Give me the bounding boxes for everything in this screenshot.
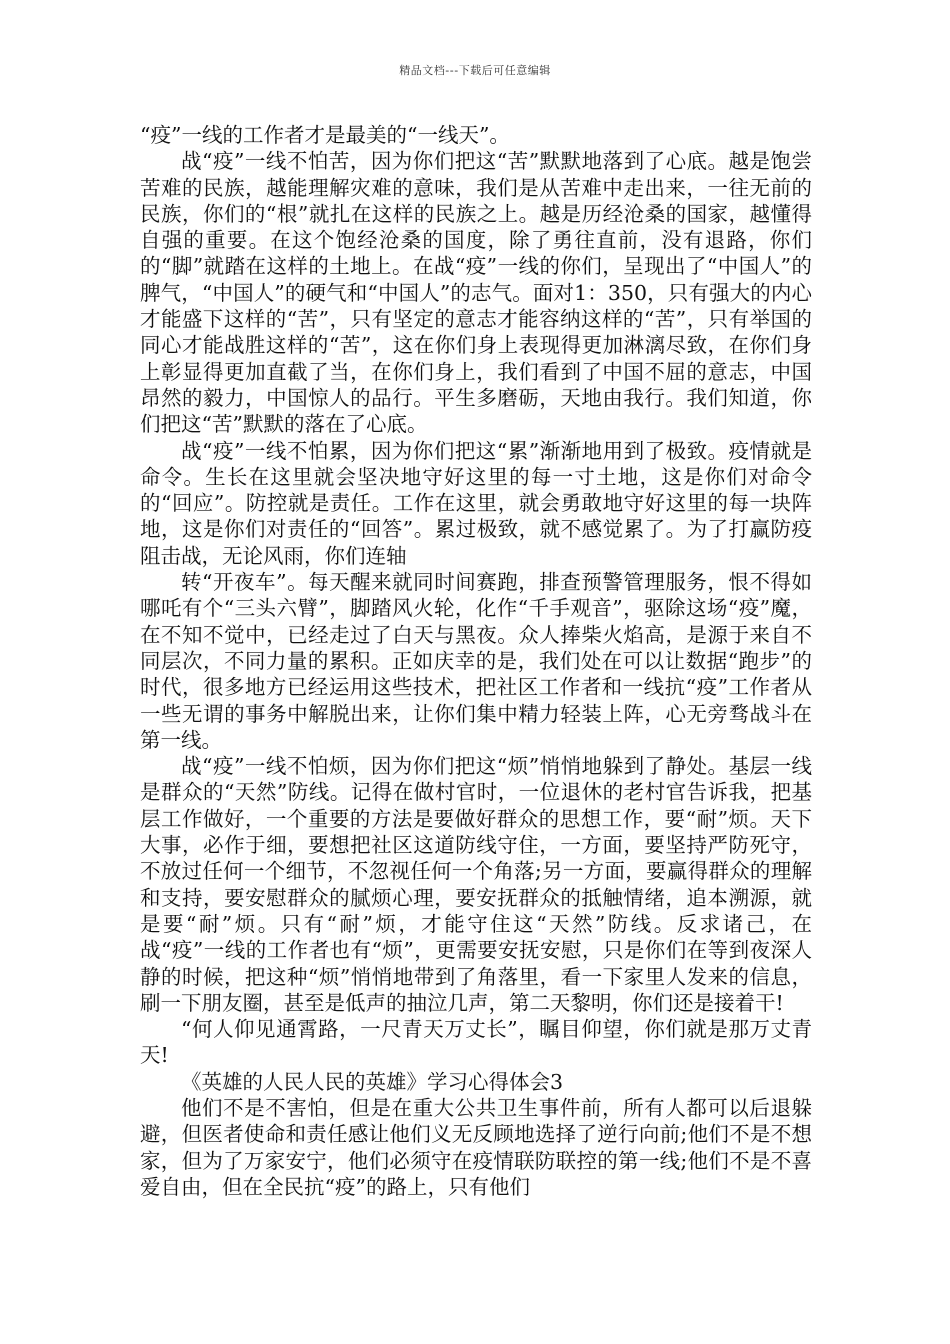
document-body (140, 122, 812, 1200)
paragraph-1: “疫”一线的工作者才是最美的“一线天”。 (140, 123, 510, 147)
paragraph-6: “何人仰见通霄路，一尺青天万丈长”，瞩目仰望，你们就是那万丈青天! (140, 1017, 812, 1068)
paragraph-5: 战“疫”一线不怕烦，因为你们把这“烦”悄悄地躲到了静处。基层一线是群众的“天然”防线。记得在做村官时，一位退休的老村官告诉我，把基层工作做好，一个重要的方法是要做好群众的思想工作，要“耐”烦。天下大事，必作于细，要想把社区这道防线守住，一方面，要坚持严防死守，不放过任何一个细节，不忽视任何一个角落;另一方面，要赢得群众的理解和支持，要安慰群众的腻烦心理，要安抚群众的抵触情绪，追本溯源，就是要“耐”烦。只有“耐”烦，才能守住这“天然”防线。反求诸己，在战“疫”一线的工作者也有“烦”，更需要安抚安慰，只是你们在等到夜深人静的时候，把这种“烦”悄悄地带到了角落里，看一下家里人发来的信息，刷一下朋友圈，甚至是低声的抽泣几声，第二天黎明，你们还是接着干! (140, 754, 812, 1015)
section-title: 《英雄的人民人民的英雄》学习心得体会3 (181, 1069, 564, 1094)
paragraph-7: 他们不是不害怕，但是在重大公共卫生事件前，所有人都可以后退躲避，但医者使命和责任感让他们义无反顾地选择了逆行向前;他们不是不想家，但为了万家安宁，他们必须守在疫情联防联控的第一线;他们不是不喜爱自由，但在全民抗“疫”的路上，只有他们 (140, 1095, 812, 1199)
page-header: 精品文档---下载后可任意编辑 (399, 64, 551, 77)
paragraph-3: 战“疫”一线不怕累，因为你们把这“累”渐渐地用到了极致。疫情就是命令。生长在这里就会坚决地守好这里的每一寸土地，这是你们对命令的“回应”。防控就是责任。工作在这里，就会勇敢地守好这里的每一块阵地，这是你们对责任的“回答”。累过极致，就不感觉累了。为了打赢防疫阻击战，无论风雨，你们连轴 (140, 438, 812, 568)
paragraph-4: 转“开夜车”。每天醒来就同时间赛跑，排查预警管理服务，恨不得如哪吒有个“三头六臂”，脚踏风火轮，化作“千手观音”，驱除这场“疫”魔，在不知不觉中，已经走过了白天与黑夜。众人捧柴火焰高，是源于来自不同层次，不同力量的累积。正如庆幸的是，我们处在可以让数据“跑步”的时代，很多地方已经运用这些技术，把社区工作者和一线抗“疫”工作者从一些无谓的事务中解脱出来，让你们集中精力轻装上阵，心无旁骛战斗在第一线。 (140, 570, 812, 752)
paragraph-2: 战“疫”一线不怕苦，因为你们把这“苦”默默地落到了心底。越是饱尝苦难的民族，越能理解灾难的意味，我们是从苦难中走出来，一往无前的民族，你们的“根”就扎在这样的民族之上。越是历经沧桑的国家，越懂得自强的重要。在这个饱经沧桑的国度，除了勇往直前，没有退路，你们的“脚”就踏在这样的土地上。在战“疫”一线的你们，呈现出了“中国人”的脾气，“中国人”的硬气和“中国人”的志气。面对1：350，只有强大的内心才能盛下这样的“苦”，只有坚定的意志才能容纳这样的“苦”，只有举国的同心才能战胜这样的“苦”，这在你们身上表现得更加淋漓尽致，在你们身上彰显得更加直截了当，在你们身上，我们看到了中国不屈的意志，中国昂然的毅力，中国惊人的品行。平生多磨砺，天地由我行。我们知道，你们把这“苦”默默的落在了心底。 (140, 149, 812, 437)
